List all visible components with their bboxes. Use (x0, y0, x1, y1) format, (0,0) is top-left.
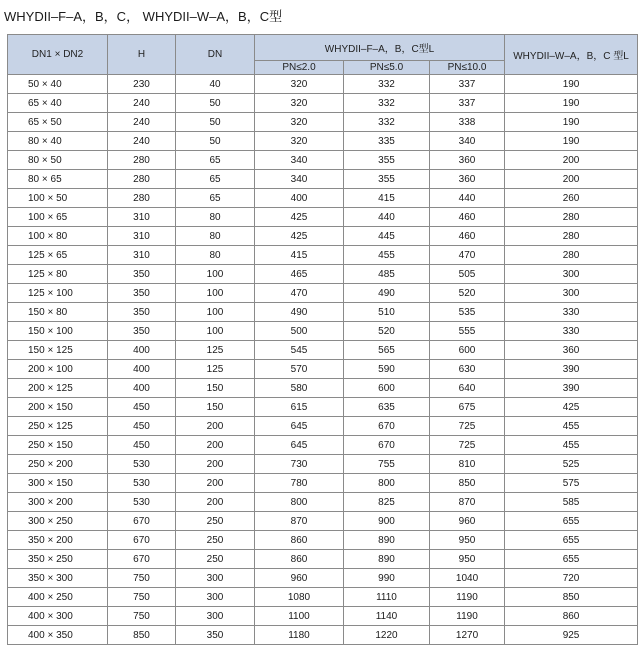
cell-dn1-dn2: 150 × 100 (8, 322, 108, 341)
cell-pn20: 570 (255, 360, 344, 379)
cell-pn20: 320 (255, 94, 344, 113)
cell-w-length: 925 (505, 626, 638, 645)
cell-pn100: 360 (430, 151, 505, 170)
cell-pn50: 800 (344, 474, 430, 493)
cell-pn100: 960 (430, 512, 505, 531)
cell-dn: 150 (176, 398, 255, 417)
cell-pn100: 600 (430, 341, 505, 360)
cell-dn: 200 (176, 417, 255, 436)
cell-pn50: 635 (344, 398, 430, 417)
cell-dn: 250 (176, 512, 255, 531)
cell-dn1-dn2: 65 × 50 (8, 113, 108, 132)
cell-dn: 200 (176, 493, 255, 512)
cell-w-length: 390 (505, 379, 638, 398)
table-row (8, 246, 638, 265)
cell-pn100: 1040 (430, 569, 505, 588)
cell-w-length: 190 (505, 113, 638, 132)
cell-pn20: 860 (255, 531, 344, 550)
cell-pn50: 520 (344, 322, 430, 341)
cell-dn1-dn2: 100 × 80 (8, 227, 108, 246)
cell-dn: 80 (176, 208, 255, 227)
cell-dn: 125 (176, 341, 255, 360)
cell-pn20: 400 (255, 189, 344, 208)
cell-pn50: 355 (344, 170, 430, 189)
cell-dn1-dn2: 150 × 125 (8, 341, 108, 360)
table-row (8, 265, 638, 284)
cell-h: 530 (108, 474, 176, 493)
cell-h: 310 (108, 246, 176, 265)
cell-pn50: 900 (344, 512, 430, 531)
cell-pn100: 338 (430, 113, 505, 132)
cell-dn1-dn2: 125 × 80 (8, 265, 108, 284)
table-row (8, 170, 638, 189)
cell-dn: 250 (176, 550, 255, 569)
cell-dn1-dn2: 250 × 125 (8, 417, 108, 436)
cell-h: 670 (108, 550, 176, 569)
cell-pn20: 645 (255, 417, 344, 436)
cell-h: 350 (108, 265, 176, 284)
cell-dn: 125 (176, 360, 255, 379)
cell-w-length: 190 (505, 75, 638, 94)
cell-h: 310 (108, 208, 176, 227)
cell-w-length: 190 (505, 132, 638, 151)
cell-dn: 50 (176, 94, 255, 113)
cell-pn50: 600 (344, 379, 430, 398)
header-group-f: WHYDII–F–A，B，C型L (255, 35, 505, 61)
cell-h: 280 (108, 189, 176, 208)
cell-h: 400 (108, 379, 176, 398)
cell-h: 240 (108, 113, 176, 132)
cell-pn100: 810 (430, 455, 505, 474)
cell-dn: 200 (176, 436, 255, 455)
cell-pn100: 360 (430, 170, 505, 189)
cell-pn20: 960 (255, 569, 344, 588)
cell-pn20: 780 (255, 474, 344, 493)
cell-pn50: 565 (344, 341, 430, 360)
table-row (8, 94, 638, 113)
table-row (8, 569, 638, 588)
cell-pn100: 1190 (430, 588, 505, 607)
header-group-w: WHYDII–W–A，B，C 型L (505, 35, 638, 75)
table-row (8, 208, 638, 227)
table-row (8, 455, 638, 474)
cell-pn20: 545 (255, 341, 344, 360)
cell-pn50: 1220 (344, 626, 430, 645)
cell-pn100: 460 (430, 227, 505, 246)
cell-pn50: 890 (344, 550, 430, 569)
cell-w-length: 280 (505, 227, 638, 246)
cell-pn20: 470 (255, 284, 344, 303)
cell-h: 450 (108, 436, 176, 455)
cell-pn20: 580 (255, 379, 344, 398)
cell-w-length: 260 (505, 189, 638, 208)
table-row (8, 493, 638, 512)
cell-dn: 300 (176, 607, 255, 626)
cell-dn1-dn2: 80 × 50 (8, 151, 108, 170)
cell-dn1-dn2: 250 × 150 (8, 436, 108, 455)
cell-pn100: 725 (430, 436, 505, 455)
cell-h: 750 (108, 588, 176, 607)
header-dn: DN (176, 35, 255, 75)
cell-dn: 40 (176, 75, 255, 94)
cell-dn1-dn2: 250 × 200 (8, 455, 108, 474)
cell-h: 750 (108, 607, 176, 626)
cell-pn50: 485 (344, 265, 430, 284)
table-row (8, 550, 638, 569)
cell-pn50: 332 (344, 94, 430, 113)
cell-w-length: 300 (505, 284, 638, 303)
cell-dn: 200 (176, 455, 255, 474)
cell-w-length: 190 (505, 94, 638, 113)
cell-pn20: 1080 (255, 588, 344, 607)
cell-dn1-dn2: 80 × 40 (8, 132, 108, 151)
header-pn20: PN≤2.0 (255, 61, 344, 75)
cell-w-length: 455 (505, 436, 638, 455)
cell-pn50: 890 (344, 531, 430, 550)
cell-dn1-dn2: 300 × 250 (8, 512, 108, 531)
cell-pn20: 425 (255, 227, 344, 246)
table-row (8, 607, 638, 626)
cell-pn100: 535 (430, 303, 505, 322)
cell-h: 350 (108, 303, 176, 322)
table-row (8, 227, 638, 246)
cell-dn: 350 (176, 626, 255, 645)
cell-h: 450 (108, 398, 176, 417)
table-row (8, 75, 638, 94)
cell-dn1-dn2: 350 × 250 (8, 550, 108, 569)
cell-dn1-dn2: 350 × 300 (8, 569, 108, 588)
table-row (8, 322, 638, 341)
cell-w-length: 360 (505, 341, 638, 360)
cell-h: 670 (108, 531, 176, 550)
cell-dn: 50 (176, 132, 255, 151)
cell-pn100: 520 (430, 284, 505, 303)
cell-dn1-dn2: 100 × 50 (8, 189, 108, 208)
cell-dn1-dn2: 200 × 100 (8, 360, 108, 379)
table-row (8, 398, 638, 417)
cell-pn50: 990 (344, 569, 430, 588)
cell-w-length: 425 (505, 398, 638, 417)
cell-pn20: 340 (255, 170, 344, 189)
cell-dn: 65 (176, 151, 255, 170)
cell-dn: 100 (176, 265, 255, 284)
cell-pn20: 500 (255, 322, 344, 341)
cell-pn20: 320 (255, 75, 344, 94)
cell-dn: 65 (176, 189, 255, 208)
cell-dn: 100 (176, 284, 255, 303)
table-row (8, 417, 638, 436)
cell-pn50: 415 (344, 189, 430, 208)
cell-pn20: 615 (255, 398, 344, 417)
cell-dn: 65 (176, 170, 255, 189)
cell-h: 280 (108, 170, 176, 189)
header-pn50: PN≤5.0 (344, 61, 430, 75)
cell-pn100: 950 (430, 550, 505, 569)
cell-w-length: 655 (505, 531, 638, 550)
cell-pn100: 337 (430, 94, 505, 113)
cell-pn20: 645 (255, 436, 344, 455)
cell-h: 400 (108, 341, 176, 360)
cell-dn: 80 (176, 246, 255, 265)
cell-h: 240 (108, 94, 176, 113)
table-row (8, 379, 638, 398)
cell-w-length: 330 (505, 322, 638, 341)
cell-dn: 150 (176, 379, 255, 398)
cell-h: 350 (108, 284, 176, 303)
cell-pn50: 670 (344, 417, 430, 436)
cell-dn: 100 (176, 303, 255, 322)
header-pn100: PN≤10.0 (430, 61, 505, 75)
cell-dn1-dn2: 300 × 200 (8, 493, 108, 512)
cell-dn1-dn2: 80 × 65 (8, 170, 108, 189)
cell-dn: 300 (176, 588, 255, 607)
page-title: WHYDII–F–A，B，C， WHYDII–W–A，B，C型 (4, 9, 283, 24)
dimension-table (7, 34, 638, 645)
cell-pn50: 1110 (344, 588, 430, 607)
cell-pn50: 332 (344, 75, 430, 94)
cell-pn20: 1100 (255, 607, 344, 626)
cell-pn50: 825 (344, 493, 430, 512)
cell-w-length: 280 (505, 208, 638, 227)
cell-pn50: 510 (344, 303, 430, 322)
cell-pn50: 445 (344, 227, 430, 246)
cell-pn20: 340 (255, 151, 344, 170)
cell-pn100: 440 (430, 189, 505, 208)
cell-dn: 250 (176, 531, 255, 550)
cell-pn100: 725 (430, 417, 505, 436)
cell-pn100: 505 (430, 265, 505, 284)
cell-w-length: 200 (505, 151, 638, 170)
table-row (8, 474, 638, 493)
cell-w-length: 200 (505, 170, 638, 189)
cell-dn1-dn2: 400 × 300 (8, 607, 108, 626)
cell-dn: 50 (176, 113, 255, 132)
cell-pn50: 455 (344, 246, 430, 265)
cell-pn20: 490 (255, 303, 344, 322)
cell-pn20: 870 (255, 512, 344, 531)
cell-pn20: 320 (255, 113, 344, 132)
cell-dn1-dn2: 350 × 200 (8, 531, 108, 550)
cell-pn20: 415 (255, 246, 344, 265)
cell-w-length: 525 (505, 455, 638, 474)
cell-h: 750 (108, 569, 176, 588)
cell-w-length: 330 (505, 303, 638, 322)
cell-dn1-dn2: 65 × 40 (8, 94, 108, 113)
cell-w-length: 860 (505, 607, 638, 626)
cell-h: 350 (108, 322, 176, 341)
cell-dn: 80 (176, 227, 255, 246)
header-h: H (108, 35, 176, 75)
cell-pn20: 860 (255, 550, 344, 569)
cell-pn20: 1180 (255, 626, 344, 645)
cell-pn20: 425 (255, 208, 344, 227)
cell-h: 310 (108, 227, 176, 246)
cell-pn20: 730 (255, 455, 344, 474)
cell-dn: 200 (176, 474, 255, 493)
table-row (8, 360, 638, 379)
cell-pn50: 1140 (344, 607, 430, 626)
cell-pn100: 337 (430, 75, 505, 94)
cell-pn100: 470 (430, 246, 505, 265)
cell-h: 400 (108, 360, 176, 379)
cell-w-length: 390 (505, 360, 638, 379)
cell-pn50: 355 (344, 151, 430, 170)
cell-w-length: 280 (505, 246, 638, 265)
cell-pn100: 555 (430, 322, 505, 341)
cell-pn50: 440 (344, 208, 430, 227)
cell-dn1-dn2: 125 × 100 (8, 284, 108, 303)
header-dn1-dn2: DN1 × DN2 (8, 35, 108, 75)
cell-dn: 100 (176, 322, 255, 341)
table-row (8, 588, 638, 607)
cell-pn100: 460 (430, 208, 505, 227)
cell-w-length: 585 (505, 493, 638, 512)
cell-dn1-dn2: 200 × 150 (8, 398, 108, 417)
cell-dn1-dn2: 100 × 65 (8, 208, 108, 227)
cell-h: 530 (108, 493, 176, 512)
table-row (8, 189, 638, 208)
cell-dn1-dn2: 400 × 350 (8, 626, 108, 645)
cell-dn1-dn2: 50 × 40 (8, 75, 108, 94)
cell-pn20: 320 (255, 132, 344, 151)
cell-pn100: 630 (430, 360, 505, 379)
cell-pn100: 640 (430, 379, 505, 398)
cell-pn100: 1190 (430, 607, 505, 626)
table-row (8, 531, 638, 550)
table-row (8, 436, 638, 455)
cell-pn100: 850 (430, 474, 505, 493)
cell-w-length: 655 (505, 550, 638, 569)
cell-w-length: 300 (505, 265, 638, 284)
cell-pn20: 465 (255, 265, 344, 284)
cell-pn50: 332 (344, 113, 430, 132)
cell-pn50: 335 (344, 132, 430, 151)
table-row (8, 113, 638, 132)
cell-dn1-dn2: 125 × 65 (8, 246, 108, 265)
cell-w-length: 455 (505, 417, 638, 436)
cell-pn100: 950 (430, 531, 505, 550)
cell-pn20: 800 (255, 493, 344, 512)
table-header (8, 35, 638, 75)
table-row (8, 284, 638, 303)
cell-h: 670 (108, 512, 176, 531)
cell-pn100: 870 (430, 493, 505, 512)
cell-dn1-dn2: 150 × 80 (8, 303, 108, 322)
table-row (8, 132, 638, 151)
cell-pn50: 490 (344, 284, 430, 303)
cell-h: 280 (108, 151, 176, 170)
cell-h: 850 (108, 626, 176, 645)
cell-pn50: 590 (344, 360, 430, 379)
cell-dn1-dn2: 200 × 125 (8, 379, 108, 398)
cell-pn50: 670 (344, 436, 430, 455)
cell-dn: 300 (176, 569, 255, 588)
table-row (8, 512, 638, 531)
cell-h: 530 (108, 455, 176, 474)
cell-h: 240 (108, 132, 176, 151)
cell-dn1-dn2: 300 × 150 (8, 474, 108, 493)
table-body (8, 75, 638, 645)
cell-w-length: 575 (505, 474, 638, 493)
cell-pn50: 755 (344, 455, 430, 474)
cell-w-length: 655 (505, 512, 638, 531)
table-row (8, 151, 638, 170)
table-row (8, 626, 638, 645)
cell-pn100: 1270 (430, 626, 505, 645)
cell-h: 230 (108, 75, 176, 94)
cell-pn100: 675 (430, 398, 505, 417)
cell-pn100: 340 (430, 132, 505, 151)
cell-h: 450 (108, 417, 176, 436)
table-row (8, 341, 638, 360)
cell-dn1-dn2: 400 × 250 (8, 588, 108, 607)
cell-w-length: 720 (505, 569, 638, 588)
table-row (8, 303, 638, 322)
cell-w-length: 850 (505, 588, 638, 607)
